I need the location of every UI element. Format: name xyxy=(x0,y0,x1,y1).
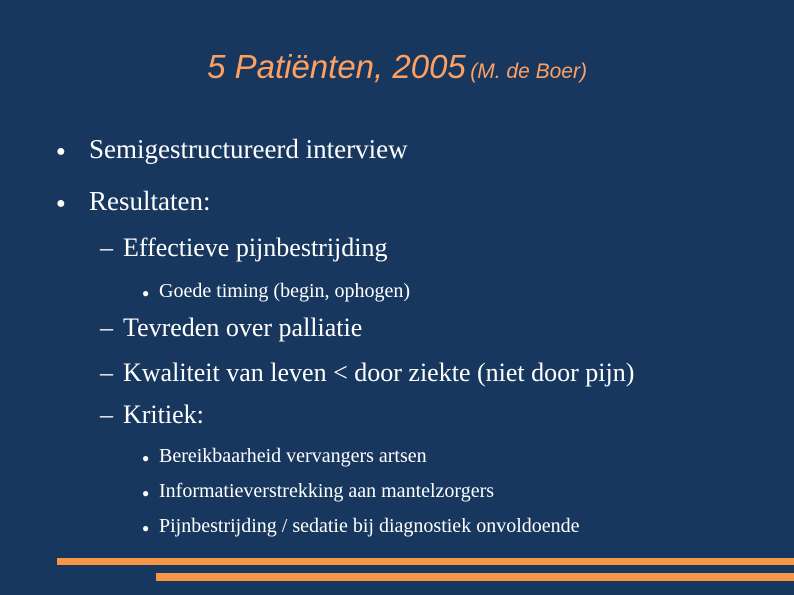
bullet-dot-icon: ● xyxy=(56,143,66,160)
bullet-dot-icon: ● xyxy=(142,451,150,465)
list-item-text: Kritiek: xyxy=(123,400,204,429)
list-item-text: Pijnbestrijding / sedatie bij diagnostiek onvoldoende xyxy=(159,515,580,537)
bullet-dash-icon: – xyxy=(100,233,113,262)
list-item-text: Informatieverstrekking aan mantelzorgers xyxy=(159,480,495,502)
list-item-text: Resultaten: xyxy=(89,186,211,216)
bullet-dot-icon: ● xyxy=(142,486,150,500)
list-item-text: Bereikbaarheid vervangers artsen xyxy=(159,445,427,467)
list-item-text: Semigestructureerd interview xyxy=(89,134,408,164)
bullet-dot-icon: ● xyxy=(56,195,66,212)
bullet-dash-icon: – xyxy=(100,358,113,387)
list-item-text: Tevreden over palliatie xyxy=(123,313,363,342)
bullet-dot-icon: ● xyxy=(142,521,150,535)
list-item-text: Goede timing (begin, ophogen) xyxy=(159,280,411,302)
bullet-dot-icon: ● xyxy=(142,286,150,300)
slide-title-sub: (M. de Boer) xyxy=(470,60,587,83)
list-item-text: Kwaliteit van leven < door ziekte (niet door pijn) xyxy=(123,358,635,387)
accent-bar-bottom xyxy=(156,573,794,581)
slide-title xyxy=(0,48,794,86)
bullet-dash-icon: – xyxy=(100,313,113,342)
slide-title-main: 5 Patiënten, 2005 xyxy=(207,48,466,85)
accent-bar-top xyxy=(57,558,794,565)
bullet-dash-icon: – xyxy=(100,400,113,429)
list-item-text: Effectieve pijnbestrijding xyxy=(123,233,388,262)
